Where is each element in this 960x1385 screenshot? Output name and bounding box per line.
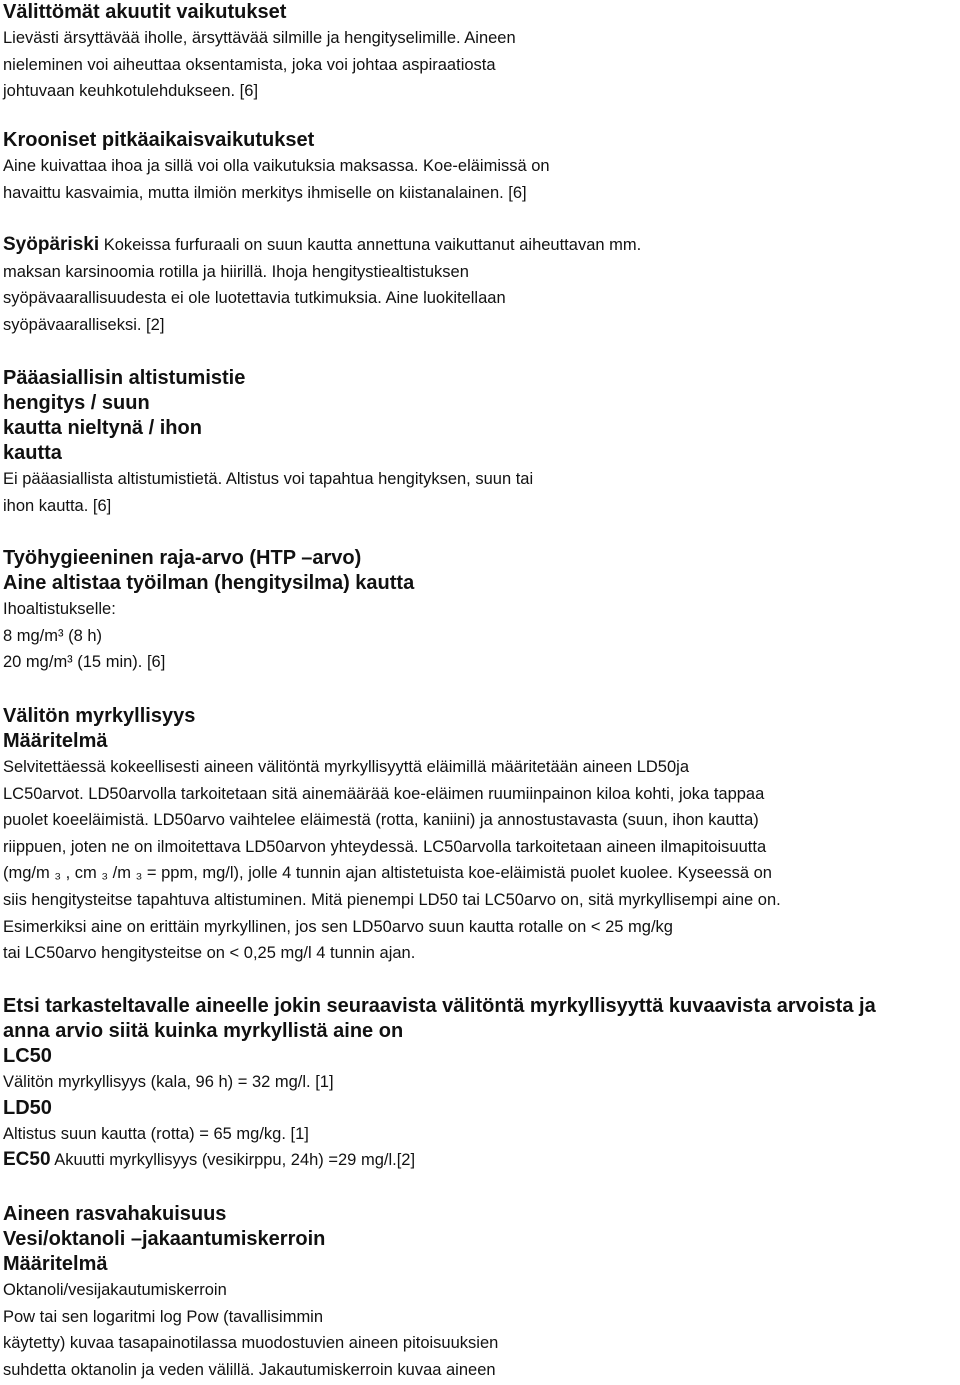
toxicity-line: LC50arvot. LD50arvolla tarkoitetaan sitä ainemäärää koe-eläimen ruumiinpainon kiloa kohti, joka tappaa [3, 784, 765, 803]
ec50-text: Akuutti myrkyllisyys (vesikirppu, 24h) =29 mg/l.[2] [54, 1151, 416, 1169]
htp-heading-line: Työhygieeninen raja-arvo (HTP –arvo) [3, 547, 362, 569]
cancer-first-line: Kokeissa furfuraali on suun kautta annettuna vaikuttanut aiheuttavan mm. [103, 236, 642, 254]
chronic-line: Aine kuivattaa ihoa ja sillä voi olla vaikutuksia maksassa. Koe-eläimissä on [3, 157, 550, 175]
fat-heading-line: Aineen rasvahakuisuus [3, 1203, 227, 1225]
exposure-heading-line: kautta nieltynä / ihon [3, 417, 202, 439]
section-acute-effects [3, 0, 954, 105]
acute-heading: Välittömät akuutit vaikutukset [3, 1, 287, 23]
section-acute-toxicity [3, 704, 954, 967]
cancer-heading: Syöpäriski [3, 234, 100, 255]
ld50-text: Altistus suun kautta (rotta) = 65 mg/kg. [1] [3, 1124, 309, 1143]
toxicity-line: (mg/m ₃ , cm ₃ /m ₃ = ppm, mg/l), jolle 4 tunnin ajan altistetuista koe-eläimistä puolet kuolee. Kyseessä on [3, 864, 772, 883]
toxicity-heading-line: Määritelmä [3, 730, 108, 752]
acute-line: nieleminen voi aiheuttaa oksentamista, joka voi johtaa aspiraatiosta [3, 55, 496, 74]
toxicity-heading-line: Välitön myrkyllisyys [3, 705, 196, 727]
fat-line: Pow tai sen logaritmi log Pow (tavallisimmin [3, 1307, 324, 1326]
fat-heading-line: Määritelmä [3, 1253, 108, 1275]
fat-line: suhdetta oktanolin ja veden välillä. Jakautumiskerroin kuvaa aineen [3, 1360, 496, 1379]
chronic-line: havaittu kasvaimia, mutta ilmiön merkitys ihmiselle on kiistanalainen. [6] [3, 183, 527, 202]
toxicity-line: riippuen, joten ne on ilmoitettava LD50arvon yhteydessä. LC50arvolla tarkoitetaan aineen ilmapitoisuutta [3, 837, 767, 856]
htp-line: Ihoaltistukselle: [3, 600, 116, 618]
htp-heading-line: Aine altistaa työilman (hengitysilma) kautta [3, 572, 415, 594]
values-heading-line: Etsi tarkasteltavalle aineelle jokin seuraavista välitöntä myrkyllisyyttä kuvaavista arvoista ja [3, 995, 876, 1017]
htp-line: 20 mg/m³ (15 min). [6] [3, 653, 166, 671]
acute-line: Lievästi ärsyttävää iholle, ärsyttävää silmille ja hengityselimille. Aineen [3, 29, 516, 47]
cancer-line: syöpävaarallisuudesta ei ole luotettavia tutkimuksia. Aine luokitellaan [3, 289, 506, 307]
section-cancer-risk [3, 232, 954, 338]
toxicity-line: Selvitettäessä kokeellisesti aineen välitöntä myrkyllisyyttä eläimillä määritetään aineen LD50ja [3, 758, 690, 776]
htp-line: 8 mg/m³ (8 h) [3, 626, 103, 645]
ld50-label: LD50 [3, 1096, 52, 1119]
toxicity-line: siis hengitysteitse tapahtuva altistuminen. Mitä pienempi LD50 tai LC50arvo on, sitä myrkyllisempi aine on. [3, 890, 781, 909]
lc50-text: Välitön myrkyllisyys (kala, 96 h) = 32 mg/l. [1] [3, 1073, 334, 1091]
exposure-heading-line: kautta [3, 442, 62, 464]
exposure-line: Ei pääasiallista altistumistietä. Altistus voi tapahtua hengityksen, suun tai [3, 470, 534, 488]
section-htp-limit [3, 546, 954, 676]
fat-line: Oktanoli/vesijakautumiskerroin [3, 1281, 227, 1299]
chronic-heading: Krooniset pitkäaikaisvaikutukset [3, 129, 315, 151]
section-fat-solubility [3, 1202, 954, 1383]
values-heading-line: anna arvio siitä kuinka myrkyllistä aine on [3, 1020, 404, 1042]
toxicity-line: tai LC50arvo hengitysteitse on < 0,25 mg/l 4 tunnin ajan. [3, 944, 416, 963]
exposure-heading-line: hengitys / suun [3, 392, 150, 414]
lc50-label: LC50 [3, 1045, 52, 1067]
exposure-heading-line: Pääasiallisin altistumistie [3, 367, 246, 389]
fat-line: käytetty) kuvaa tasapainotilassa muodostuvien aineen pitoisuuksien [3, 1334, 499, 1352]
toxicity-line: puolet koeeläimistä. LD50arvo vaihtelee eläimestä (rotta, kaniini) ja annostustavasta (suun, ihon kautta) [3, 811, 759, 830]
cancer-line: maksan karsinoomia rotilla ja hiirillä. Ihoja hengitystiealtistuksen [3, 262, 469, 281]
toxicity-line: Esimerkiksi aine on erittäin myrkyllinen, jos sen LD50arvo suun kautta rotalle on < 25 mg/kg [3, 917, 673, 936]
ec50-label: EC50 [3, 1149, 51, 1170]
cancer-line: syöpävaaralliseksi. [2] [3, 315, 165, 334]
exposure-line: ihon kautta. [6] [3, 496, 112, 515]
section-exposure-route [3, 366, 954, 519]
acute-line: johtuvaan keuhkotulehdukseen. [6] [3, 82, 259, 100]
section-chronic-effects [3, 128, 954, 206]
section-toxicity-values [3, 994, 954, 1174]
fat-heading-line: Vesi/oktanoli –jakaantumiskerroin [3, 1228, 326, 1250]
